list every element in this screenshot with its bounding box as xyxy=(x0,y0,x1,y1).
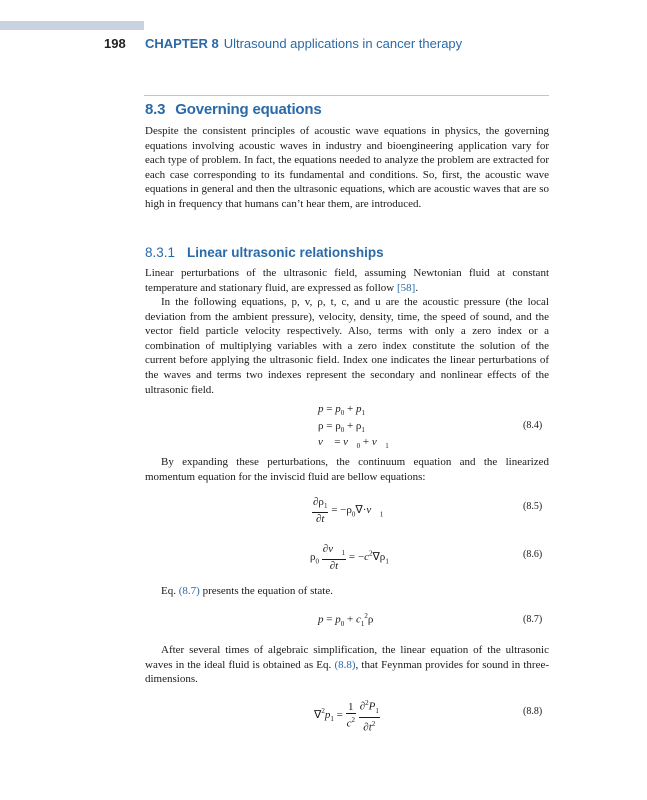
equation-8-5: $\frac{\partial\rho_1}{\partial t}$ = $-\rho_0\nabla\cdot v⃗_1$ xyxy=(313,496,384,526)
equation-ref-8-8[interactable]: (8.8) xyxy=(334,658,356,671)
paragraph-perturbations: Linear perturbations of the ultrasonic field, assuming Newtonian fluid at constant temperature and stationary fluid, are expressed as follow [58]. xyxy=(145,267,549,294)
equation-8-8-label: (8.8) xyxy=(523,706,543,717)
equation-8-5-label: (8.5) xyxy=(523,501,543,512)
equation-8-8: $\nabla^2p_1$ = $\frac{1}{c^2}$ $\frac{\partial^2P_1}{\partial t^2}$ xyxy=(314,699,379,734)
equation-8-6-label: (8.6) xyxy=(523,549,543,560)
section-divider xyxy=(144,95,549,96)
subsection-title: Linear ultrasonic relationships xyxy=(187,245,384,260)
chapter-label: CHAPTER 8 xyxy=(145,36,219,51)
equation-8-7: $p = p_0 + c_1^2\rho$ xyxy=(318,612,374,628)
equation-ref-8-7[interactable]: (8.7) xyxy=(178,585,200,597)
subsection-heading xyxy=(145,245,384,260)
equation-8-4-label: (8.4) xyxy=(523,420,543,431)
paragraph-variables: In the following equations, p, v, ρ, t, c, and u are the acoustic pressure (the local deviation from the ambient pressure), velocity, density, time, the speed of sound, and the vector field particle velocity respectively. Also, terms with only a zero index or a combination of multiplying variables with a zero index constitute the solution of the current before applying the ultrasonic field. Index one indicates the linear perturbations of the waves and terms two indexes represent the secondary and nonlinear effects of the ultrasonic field. xyxy=(145,296,549,396)
section-title: Governing equations xyxy=(175,101,322,118)
equation-8-4: $p = p_0 + p_1$ $\rho = \rho_0 + \rho_1$ v⃗ = $v⃗_0$ + $v⃗_1$ xyxy=(318,403,389,451)
running-header xyxy=(145,36,462,51)
subsection-number: 8.3.1 xyxy=(145,245,176,260)
paragraph-state: Eq. (8.7) presents the equation of state. xyxy=(161,585,333,597)
citation-link[interactable]: [58] xyxy=(397,281,416,294)
section-heading xyxy=(145,101,321,118)
paragraph-linear-equation: After several times of algebraic simplification, the linear equation of the ultrasonic waves in the ideal fluid is obtained as Eq. (8.8), that Feynman provides for sound in three-dimensions. xyxy=(145,644,550,686)
header-accent-bar xyxy=(0,21,144,30)
chapter-title: Ultrasound applications in cancer therapy xyxy=(223,36,463,51)
section-paragraph: Despite the consistent principles of acoustic wave equations in physics, the governing equations involving acoustic waves in industry and bioengineering application vary for each type of problem. In fact, the equations needed to analyze the problem are extracted for each case corresponding to its fundamental and conditions. So, first, the acoustic wave equations in general and then the ultrasonic equations, which are acoustic waves that are so high in frequency that humans can’t hear them, are introduced. xyxy=(145,125,549,210)
page-number: 198 xyxy=(104,36,126,51)
section-number: 8.3 xyxy=(145,101,166,118)
paragraph-expansion: By expanding these perturbations, the continuum equation and the linearized momentum equation for the inviscid fluid are bellow equations: xyxy=(145,456,549,483)
equation-8-6: $\rho_0$ $\frac{\partial v⃗_1}{\partial t}$ = $-c^2\nabla\rho_1$ xyxy=(310,543,389,573)
equation-8-7-label: (8.7) xyxy=(523,614,543,625)
